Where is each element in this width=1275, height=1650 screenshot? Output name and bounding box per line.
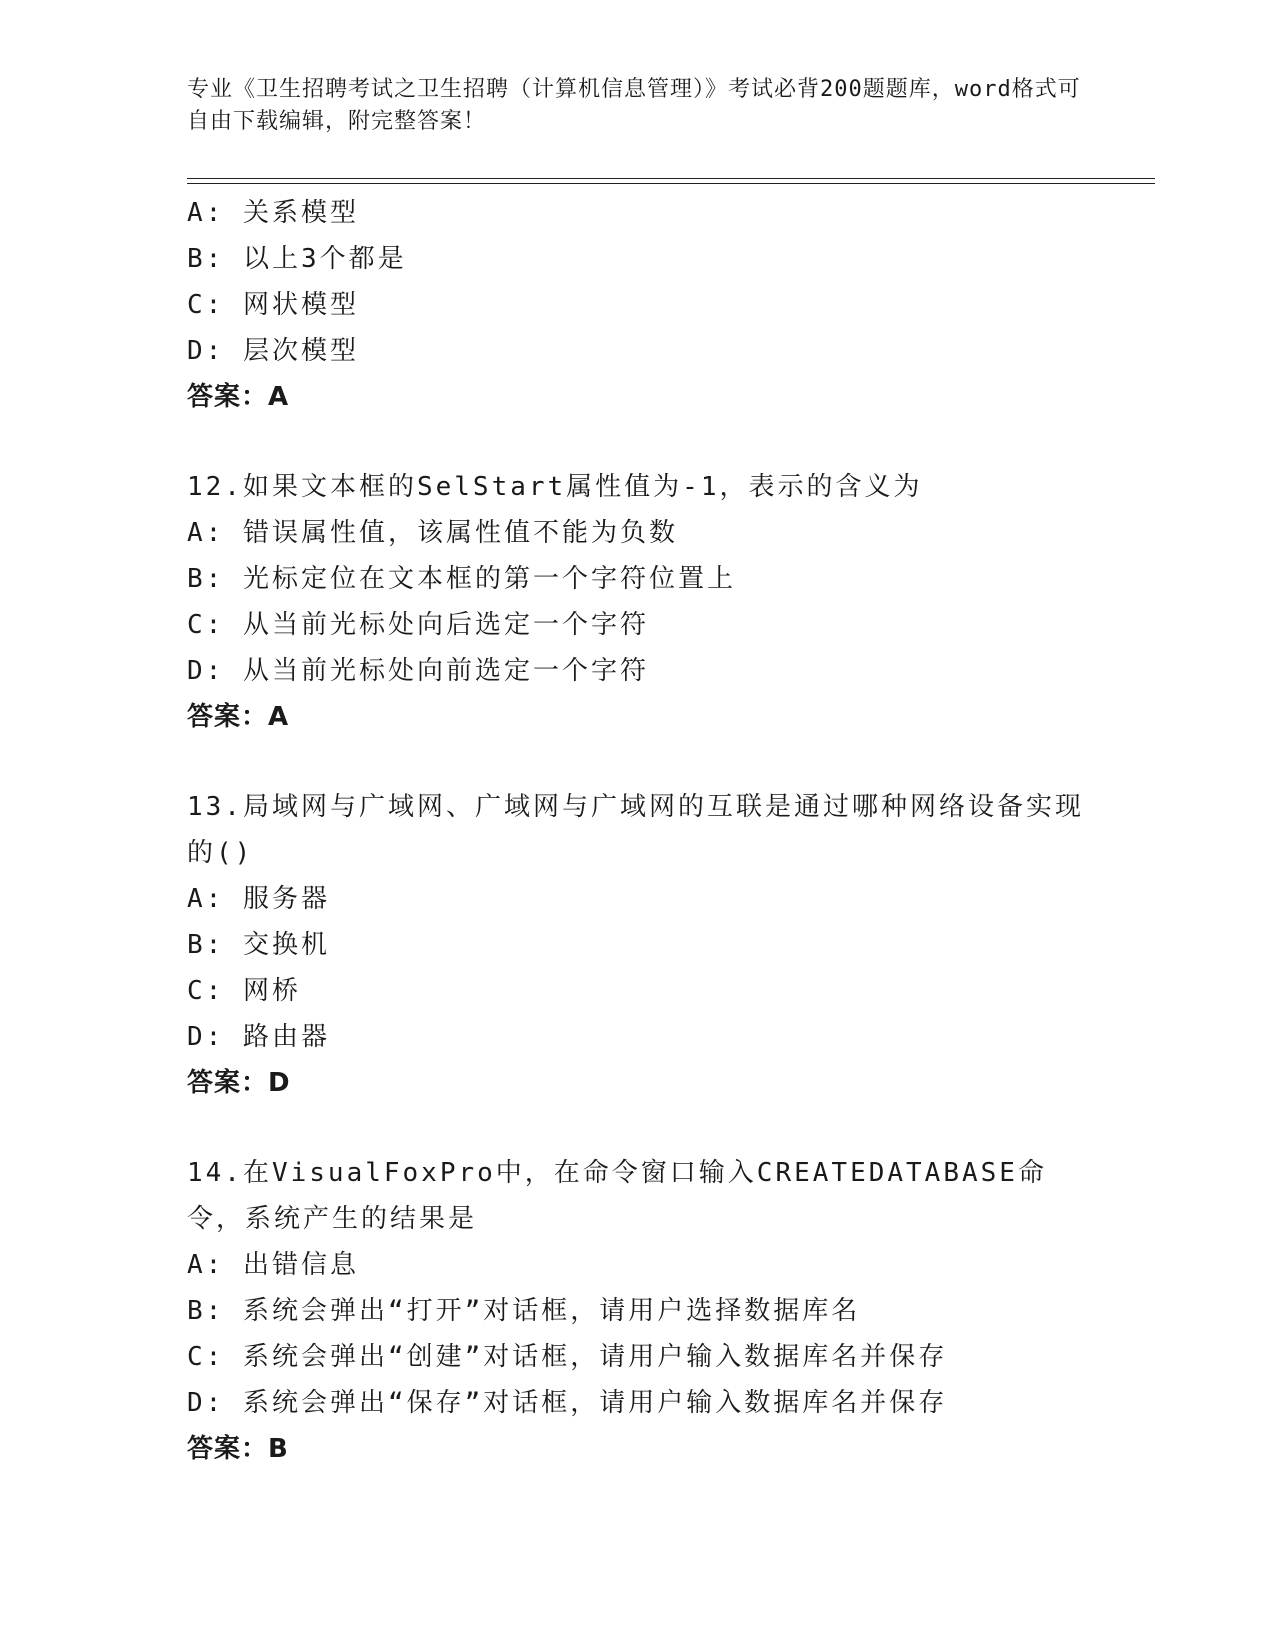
option-b: B: 交换机 — [187, 930, 330, 960]
option-b: B: 光标定位在文本框的第一个字符位置上 — [187, 564, 736, 594]
option-d: D: 系统会弹出“保存”对话框，请用户输入数据库名并保存 — [187, 1388, 948, 1418]
question-13 — [187, 784, 1087, 1106]
header-rule-bottom — [187, 183, 1155, 184]
question-14 — [187, 1150, 1087, 1472]
question-11-continued — [187, 190, 1087, 420]
option-d: D: 层次模型 — [187, 336, 359, 366]
option-b: B: 以上3个都是 — [187, 244, 407, 274]
question-list — [187, 190, 1087, 1472]
option-c: C: 系统会弹出“创建”对话框，请用户输入数据库名并保存 — [187, 1342, 948, 1372]
document-header: 专业《卫生招聘考试之卫生招聘（计算机信息管理）》考试必背200题题库，word格式可自由下载编辑，附完整答案！ — [187, 77, 1081, 134]
option-a: A: 错误属性值，该属性值不能为负数 — [187, 518, 678, 548]
option-d: D: 从当前光标处向前选定一个字符 — [187, 656, 649, 686]
option-c: C: 从当前光标处向后选定一个字符 — [187, 610, 649, 640]
option-c: C: 网状模型 — [187, 290, 359, 320]
question-stem: 14.在VisualFoxPro中，在命令窗口输入CREATEDATABASE命令，系统产生的结果是 — [187, 1158, 1047, 1234]
answer: 答案：B — [187, 1434, 289, 1464]
option-d: D: 路由器 — [187, 1022, 330, 1052]
option-b: B: 系统会弹出“打开”对话框，请用户选择数据库名 — [187, 1296, 861, 1326]
option-a: A: 关系模型 — [187, 198, 359, 228]
answer: 答案：A — [187, 702, 290, 732]
option-c: C: 网桥 — [187, 976, 301, 1006]
option-a: A: 出错信息 — [187, 1250, 359, 1280]
answer: 答案：A — [187, 382, 290, 412]
option-a: A: 服务器 — [187, 884, 330, 914]
question-12 — [187, 464, 1087, 740]
header-rule-top — [187, 178, 1155, 179]
question-stem: 13.局域网与广域网、广域网与广域网的互联是通过哪种网络设备实现的() — [187, 792, 1084, 868]
answer: 答案：D — [187, 1068, 291, 1098]
question-stem: 12.如果文本框的SelStart属性值为-1，表示的含义为 — [187, 472, 923, 502]
